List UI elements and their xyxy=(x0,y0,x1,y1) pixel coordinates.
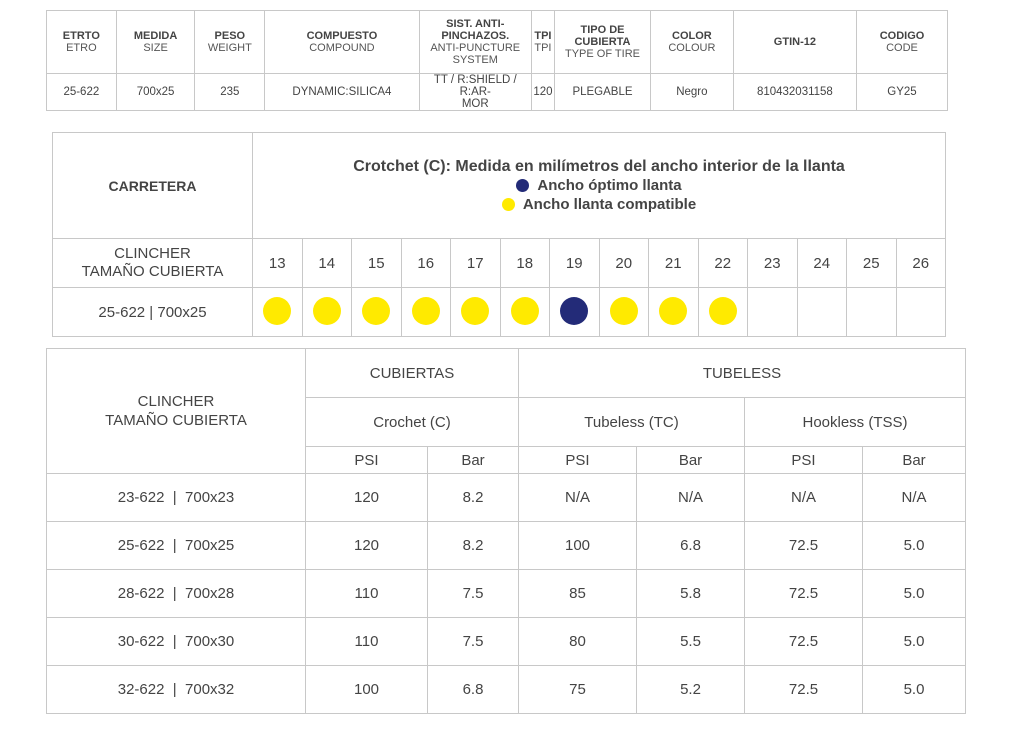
width-col-header: 21 xyxy=(649,239,699,288)
unit-header: Bar xyxy=(428,447,519,474)
rim-width-mark-cell xyxy=(797,288,847,337)
rim-width-mark-cell xyxy=(451,288,501,337)
tubeless-tc-header: Tubeless (TC) xyxy=(519,398,745,447)
rim-width-mark-cell xyxy=(352,288,402,337)
spec-weight-value: 235 xyxy=(195,74,265,111)
hookless-tss-header: Hookless (TSS) xyxy=(745,398,966,447)
unit-header: Bar xyxy=(863,447,966,474)
spec-header-cell: TPI TPI xyxy=(531,11,554,74)
rim-width-mark-cell xyxy=(500,288,550,337)
spec-table xyxy=(46,10,948,111)
width-col-header: 18 xyxy=(500,239,550,288)
optimal-dot-icon xyxy=(516,179,529,192)
compatible-dot-icon xyxy=(263,297,291,325)
rim-width-title-cell xyxy=(253,133,946,239)
pressure-cell: 120 xyxy=(306,474,428,522)
spec-type-value: PLEGABLE xyxy=(555,74,651,111)
spec-code-value: GY25 xyxy=(857,74,948,111)
pressure-cell: 110 xyxy=(306,570,428,618)
pressure-cell: 5.0 xyxy=(863,666,966,714)
pressure-cell: 110 xyxy=(306,618,428,666)
width-col-header: 26 xyxy=(896,239,946,288)
compatible-dot-icon xyxy=(313,297,341,325)
rim-width-table xyxy=(52,132,946,337)
pressure-size-cell: 25-622 | 700x25 xyxy=(47,522,306,570)
unit-header: Bar xyxy=(637,447,745,474)
pressure-cell: N/A xyxy=(745,474,863,522)
pressure-row xyxy=(47,666,966,714)
rim-width-mark-cell xyxy=(698,288,748,337)
width-col-header: 17 xyxy=(451,239,501,288)
spec-header-cell: CODIGO CODE xyxy=(857,11,948,74)
compatible-dot-icon xyxy=(412,297,440,325)
compatible-dot-icon xyxy=(511,297,539,325)
rim-width-mark-cell xyxy=(649,288,699,337)
spec-header-cell: GTIN-12 xyxy=(733,11,856,74)
spec-color-value: Negro xyxy=(650,74,733,111)
spec-header-cell: PESO WEIGHT xyxy=(195,11,265,74)
compatible-dot-icon xyxy=(659,297,687,325)
pressure-row xyxy=(47,618,966,666)
pressure-cell: 72.5 xyxy=(745,522,863,570)
pressure-cell: 5.0 xyxy=(863,522,966,570)
legend-optimal-label: Ancho óptimo llanta xyxy=(537,177,682,194)
pressure-cell: N/A xyxy=(863,474,966,522)
legend-optimal xyxy=(253,176,945,195)
pressure-cell: N/A xyxy=(519,474,637,522)
width-col-header: 25 xyxy=(847,239,897,288)
pressure-size-cell: 30-622 | 700x30 xyxy=(47,618,306,666)
spec-header-cell: SIST. ANTI- PINCHAZOS. ANTI-PUNCTURE SYSTEM xyxy=(419,11,531,74)
spec-header-row xyxy=(47,11,948,74)
spec-etrto-value: 25-622 xyxy=(47,74,117,111)
legend-compatible-label: Ancho llanta compatible xyxy=(522,196,697,213)
rim-width-mark-cell xyxy=(847,288,897,337)
pressure-cell: 72.5 xyxy=(745,570,863,618)
spec-value-row xyxy=(47,74,948,111)
pressure-cell: 8.2 xyxy=(428,474,519,522)
pressure-cell: 5.8 xyxy=(637,570,745,618)
compatible-dot-icon xyxy=(709,297,737,325)
pressure-cell: 100 xyxy=(519,522,637,570)
spec-gtin-value: 810432031158 xyxy=(733,74,856,111)
spec-header-cell: MEDIDA SIZE xyxy=(116,11,195,74)
pressure-size-cell: 28-622 | 700x28 xyxy=(47,570,306,618)
rim-width-header-row xyxy=(53,239,946,288)
width-col-header: 16 xyxy=(401,239,451,288)
crochet-header: Crochet (C) xyxy=(306,398,519,447)
unit-header: PSI xyxy=(306,447,428,474)
unit-header: PSI xyxy=(745,447,863,474)
rim-width-mark-cell xyxy=(896,288,946,337)
pressure-cell: 8.2 xyxy=(428,522,519,570)
pressure-cell: 7.5 xyxy=(428,570,519,618)
clincher-size-header: CLINCHER TAMAÑO CUBIERTA xyxy=(53,239,253,288)
width-col-header: 15 xyxy=(352,239,402,288)
pressure-cell: 5.0 xyxy=(863,618,966,666)
width-col-header: 23 xyxy=(748,239,798,288)
rim-width-mark-cell xyxy=(550,288,600,337)
rim-width-mark-cell xyxy=(302,288,352,337)
pressure-cell: 5.0 xyxy=(863,570,966,618)
width-col-header: 20 xyxy=(599,239,649,288)
width-col-header: 13 xyxy=(253,239,303,288)
pressure-table xyxy=(46,348,966,714)
pressure-group-row xyxy=(47,349,966,398)
pressure-cell: 5.2 xyxy=(637,666,745,714)
unit-header: PSI xyxy=(519,447,637,474)
pressure-cell: 85 xyxy=(519,570,637,618)
pressure-cell: 6.8 xyxy=(637,522,745,570)
spec-header-cell: ETRTO ETRO xyxy=(47,11,117,74)
rim-width-title: Crotchet (C): Medida en milímetros del ancho interior de la llanta xyxy=(353,158,845,175)
pressure-size-header: CLINCHER TAMAÑO CUBIERTA xyxy=(47,349,306,474)
tire-size-label: 25-622 | 700x25 xyxy=(53,288,253,337)
spec-size-value: 700x25 xyxy=(116,74,195,111)
spec-header-cell: COMPUESTO COMPOUND xyxy=(265,11,420,74)
pressure-cell: 100 xyxy=(306,666,428,714)
optimal-dot-icon xyxy=(560,297,588,325)
compatible-dot-icon xyxy=(461,297,489,325)
spec-puncture-value: TT / R:SHIELD / R:AR- MOR xyxy=(419,74,531,111)
pressure-cell: 7.5 xyxy=(428,618,519,666)
rim-width-mark-cell xyxy=(401,288,451,337)
pressure-cell: N/A xyxy=(637,474,745,522)
pressure-cell: 120 xyxy=(306,522,428,570)
pressure-cell: 72.5 xyxy=(745,618,863,666)
width-col-header: 14 xyxy=(302,239,352,288)
rim-width-mark-cell xyxy=(748,288,798,337)
rim-width-mark-row xyxy=(53,288,946,337)
pressure-size-cell: 32-622 | 700x32 xyxy=(47,666,306,714)
pressure-cell: 75 xyxy=(519,666,637,714)
compatible-dot-icon xyxy=(502,198,515,211)
spec-compound-value: DYNAMIC:SILICA4 xyxy=(265,74,420,111)
tubeless-header: TUBELESS xyxy=(519,349,966,398)
pressure-row xyxy=(47,522,966,570)
spec-header-cell: COLOR COLOUR xyxy=(650,11,733,74)
compatible-dot-icon xyxy=(362,297,390,325)
spec-header-cell: TIPO DE CUBIERTA TYPE OF TIRE xyxy=(555,11,651,74)
rim-width-mark-cell xyxy=(599,288,649,337)
spec-tpi-value: 120 xyxy=(531,74,554,111)
pressure-row xyxy=(47,570,966,618)
rim-width-mark-cell xyxy=(253,288,303,337)
pressure-cell: 5.5 xyxy=(637,618,745,666)
pressure-row xyxy=(47,474,966,522)
carretera-label: CARRETERA xyxy=(53,133,253,239)
cubiertas-header: CUBIERTAS xyxy=(306,349,519,398)
width-col-header: 19 xyxy=(550,239,600,288)
compatible-dot-icon xyxy=(610,297,638,325)
pressure-cell: 80 xyxy=(519,618,637,666)
rim-width-title-row xyxy=(53,133,946,239)
pressure-cell: 72.5 xyxy=(745,666,863,714)
width-col-header: 24 xyxy=(797,239,847,288)
pressure-size-cell: 23-622 | 700x23 xyxy=(47,474,306,522)
width-col-header: 22 xyxy=(698,239,748,288)
legend-compatible xyxy=(253,195,945,214)
pressure-cell: 6.8 xyxy=(428,666,519,714)
